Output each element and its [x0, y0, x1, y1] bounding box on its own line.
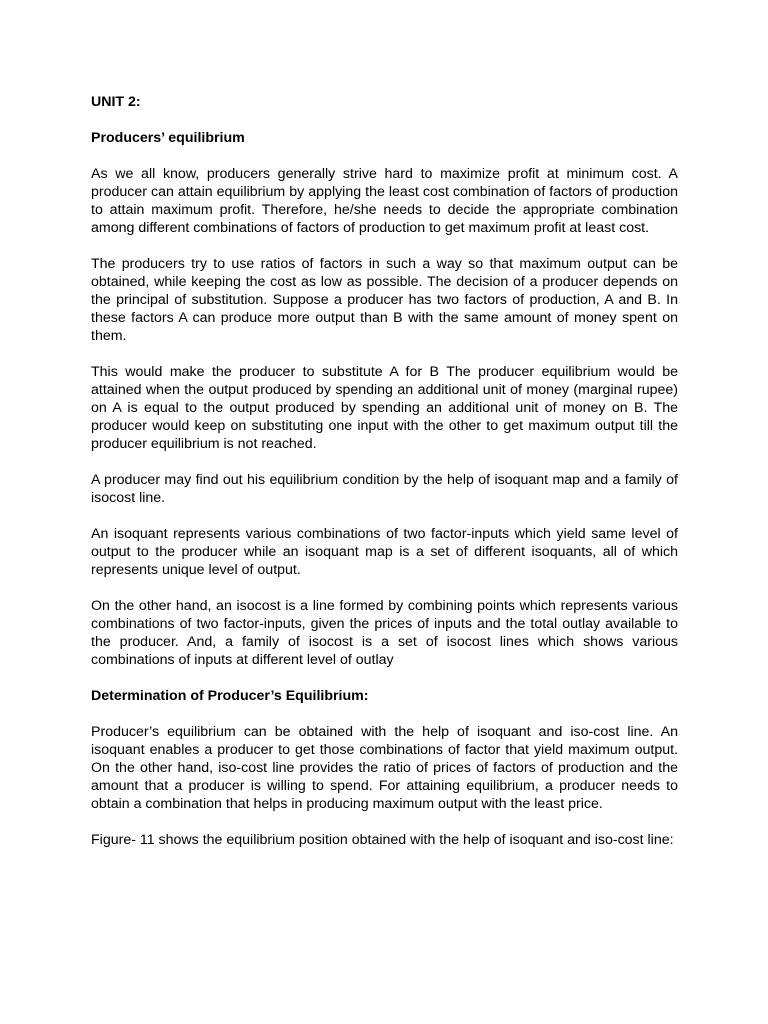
paragraph: This would make the producer to substitute A for B The producer equilibrium would be attained when the output produced by spending an additional unit of money (marginal rupee) on A is equal to the output produced by spending an additional unit of money on B. The producer would keep on substituting one input with the other to get maximum output till the producer equilibrium is not reached. [91, 364, 678, 452]
section-title: Producers’ equilibrium [91, 130, 245, 146]
paragraph: As we all know, producers generally strive hard to maximize profit at minimum cost. A producer can attain equilibrium by applying the least cost combination of factors of production to attain maximum profit. Therefore, he/she needs to decide the appropriate combination among different combinations of factors of production to get maximum profit at least cost. [91, 166, 678, 236]
paragraph: Figure- 11 shows the equilibrium position obtained with the help of isoquant and iso-cost line: [91, 832, 674, 848]
unit-heading: UNIT 2: [91, 94, 141, 110]
paragraph: The producers try to use ratios of factors in such a way so that maximum output can be obtained, while keeping the cost as low as possible. The decision of a producer depends on the principal of substitution. Suppose a producer has two factors of production, A and B. In these factors A can produce more output than B with the same amount of money spent on them. [91, 256, 678, 344]
subheading: Determination of Producer’s Equilibrium: [91, 688, 369, 704]
document-page [91, 93, 678, 867]
paragraph: On the other hand, an isocost is a line formed by combining points which represents various combinations of two factor-inputs, given the prices of inputs and the total outlay available to the producer. And, a family of isocost is a set of isocost lines which shows various combinations of inputs at different level of outlay [91, 598, 678, 668]
paragraph: Producer’s equilibrium can be obtained with the help of isoquant and iso-cost line. An isoquant enables a producer to get those combinations of factor that yield maximum output. On the other hand, iso-cost line provides the ratio of prices of factors of production and the amount that a producer is willing to spend. For attaining equilibrium, a producer needs to obtain a combination that helps in producing maximum output with the least price. [91, 724, 678, 812]
paragraph: A producer may find out his equilibrium condition by the help of isoquant map and a family of isocost line. [91, 472, 678, 506]
paragraph: An isoquant represents various combinations of two factor-inputs which yield same level of output to the producer while an isoquant map is a set of different isoquants, all of which represents unique level of output. [91, 526, 678, 578]
